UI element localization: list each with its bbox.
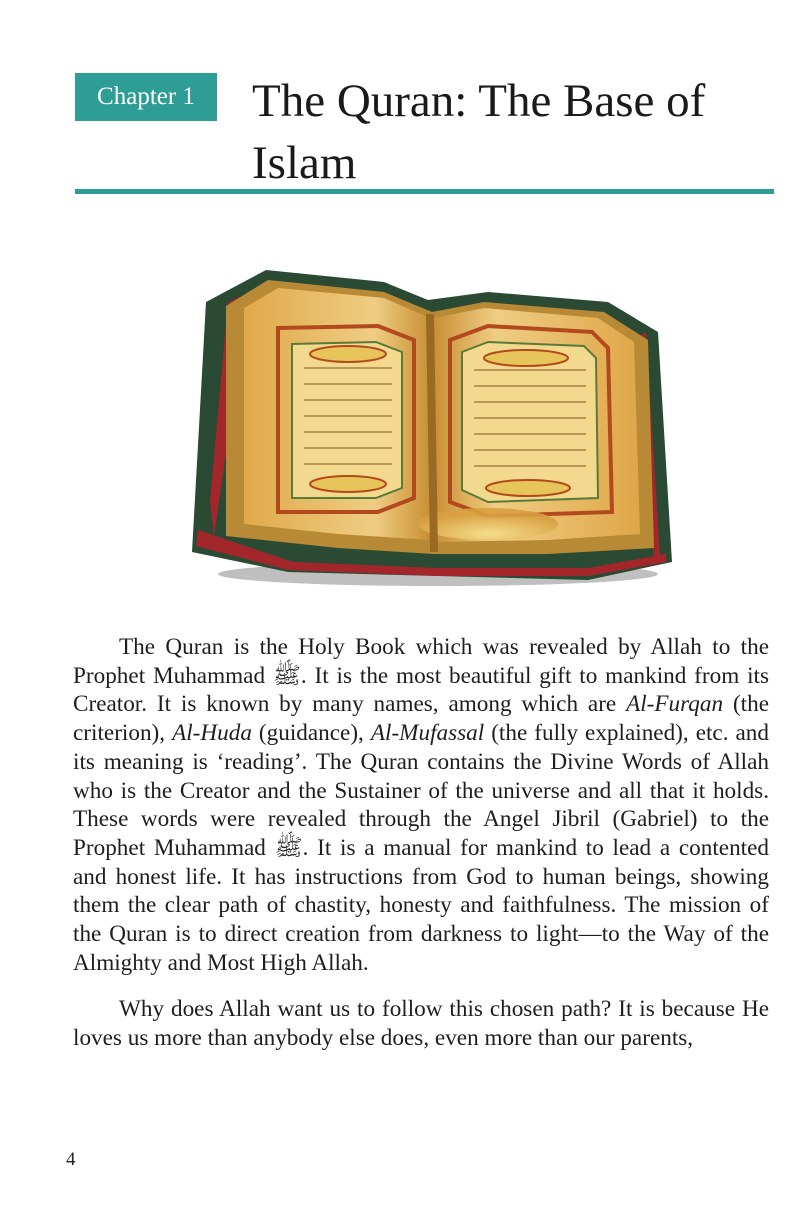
pbuh-symbol: ﷺ — [274, 834, 303, 861]
chapter-badge: Chapter 1 — [75, 73, 217, 121]
name-al-furqan: Al-Furqan — [626, 691, 724, 718]
open-quran-book-icon — [188, 262, 674, 588]
title-divider — [75, 189, 774, 194]
pbuh-symbol: ﷺ — [272, 662, 301, 689]
paragraph-2: Why does Allah want us to follow this chosen path? It is because He loves us more than anybody else does, even more than our parents, — [73, 996, 769, 1052]
body-text — [73, 633, 769, 1071]
paragraph-1: The Quran is the Holy Book which was revealed by Allah to the Prophet Muhammad ﷺ. It is the most beautiful gift to mankind from its Creator. It is known by many names, among which are Al-Furqan (the criterion), Al-Huda (guidance), Al-Mufassal (the fully explained), etc. and its meaning is ‘reading’. The Quran contains the Divine Words of Allah who is the Creator and the Sustainer of the universe and all that it holds. These words were revealed through the Angel Jibril (Gabriel) to the Prophet Muhammad ﷺ. It is a manual for mankind to lead a contented and honest life. It has instructions from God to human beings, showing them the clear path of chastity, honesty and faithfulness. The mission of the Quran is to direct creation from darkness to light—to the Way of the Almighty and Most High Allah. — [73, 634, 770, 976]
name-al-huda: Al-Huda — [172, 720, 252, 747]
chapter-title: The Quran: The Base of Islam — [252, 75, 706, 189]
page-number: 4 — [66, 1149, 76, 1170]
name-al-mufassal: Al-Mufassal — [370, 720, 485, 747]
